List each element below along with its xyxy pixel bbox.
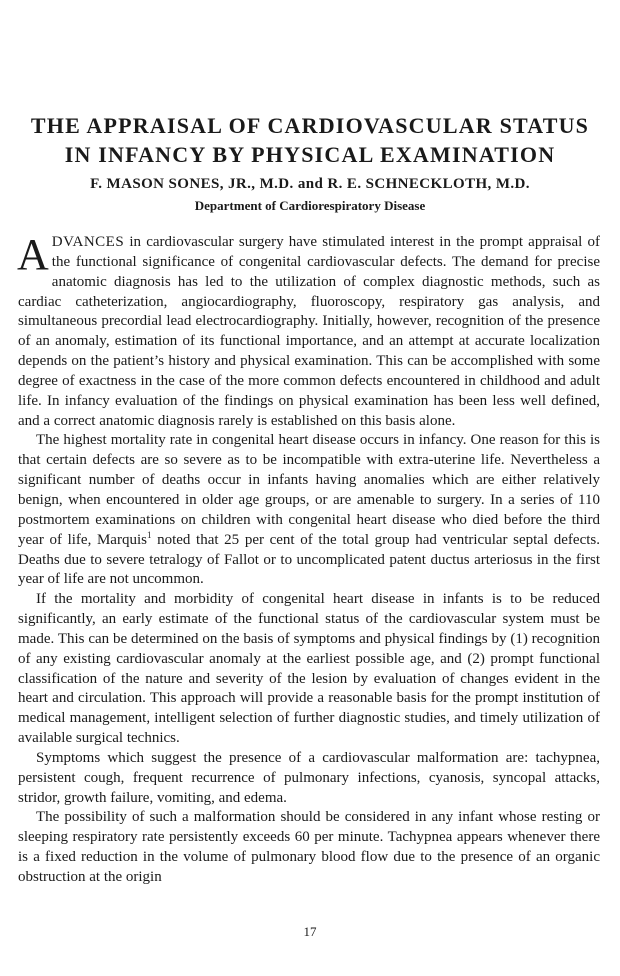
title-line-1: THE APPRAISAL OF CARDIOVASCULAR STATUS [30,113,590,138]
article-authors: F. MASON SONES, JR., M.D. and R. E. SCHNECKLOTH, M.D. [90,176,530,192]
paragraph-5: The possibility of such a malformation should be considered in any infant whose resting or sleeping respiratory rate persistently exceeds 60 per minute. Tachypnea appears whenever there is a fixed reduction in the volume of pulmonary blood flow due to the presence of an organic obstruction at the origin [18,809,600,885]
drop-cap: A [17,230,49,279]
article-department: Department of Cardiorespiratory Disease [194,198,426,213]
paragraph-1-text: in cardiovascular surgery have stimulated interest in the prompt appraisal of the functional significance of congenital cardiovascular defects. The demand for precise anatomic diagnosis has led to the utilization of complex diagnostic methods, such as cardiac catheterization, angiocardiography, fluoroscopy, respiratory gas analysis, and simultaneous precordial lead electrocardiography. Initially, however, recognition of the presence of an anomaly, estimation of its functional importance, and an attempt at accurate localization depends on the patient’s history and physical examination. This can be accomplished with some degree of exactness in the case of the more common defects encountered in childhood and adult life. In infancy evaluation of the findings on physical examination has been less well defined, and a correct anatomic diagnosis rarely is established on this basis alone. [18,234,600,429]
lead-word: DVANCES [51,234,125,250]
paragraph-2 [18,431,600,590]
paragraph-1 [17,230,600,431]
page-number: 17 [303,924,317,939]
paragraph-2-text-b: noted that 25 per cent of the total group had ventricular septal defects. Deaths due to severe tetralogy of Fallot or to uncomplicated patent ductus arteriosus in the first year of life are not uncommon. [18,531,600,588]
paragraph-2-text-a: The highest mortality rate in congenital heart disease occurs in infancy. One reason for this is that certain defects are so severe as to be incompatible with extra-uterine life. Nevertheless a significant number of deaths occur in infants having anomalies which are either relatively benign, when encountered in older age groups, or are amenable to surgery. In a series of 110 postmortem examinations on children with congenital heart disease who died before the third year of life, Marquis [18,432,600,548]
article-title [0,111,620,169]
reference-marker: 1 [146,529,152,540]
article-body [17,230,600,888]
paragraph-4: Symptoms which suggest the presence of a cardiovascular malformation are: tachypnea, persistent cough, frequent recurrence of pulmonary infections, cyanosis, syncopal attacks, stridor, growth failure, vomiting, and edema. [18,749,600,806]
title-line-2: IN INFANCY BY PHYSICAL EXAMINATION [64,142,556,167]
paragraph-3: If the mortality and morbidity of congenital heart disease in infants is to be reduced significantly, an early estimate of the functional status of the cardiovascular system must be made. This can be determined on the basis of symptoms and physical findings by (1) recognition of any existing cardiovascular anomaly at the earliest possible age, and (2) prompt functional classification of the nature and severity of the lesion by evaluation of changes evident in the heart and circulation. This approach will provide a reasonable basis for the prompt institution of medical management, intelligent selection of further diagnostic studies, and timely utilization of available surgical technics. [18,591,600,747]
